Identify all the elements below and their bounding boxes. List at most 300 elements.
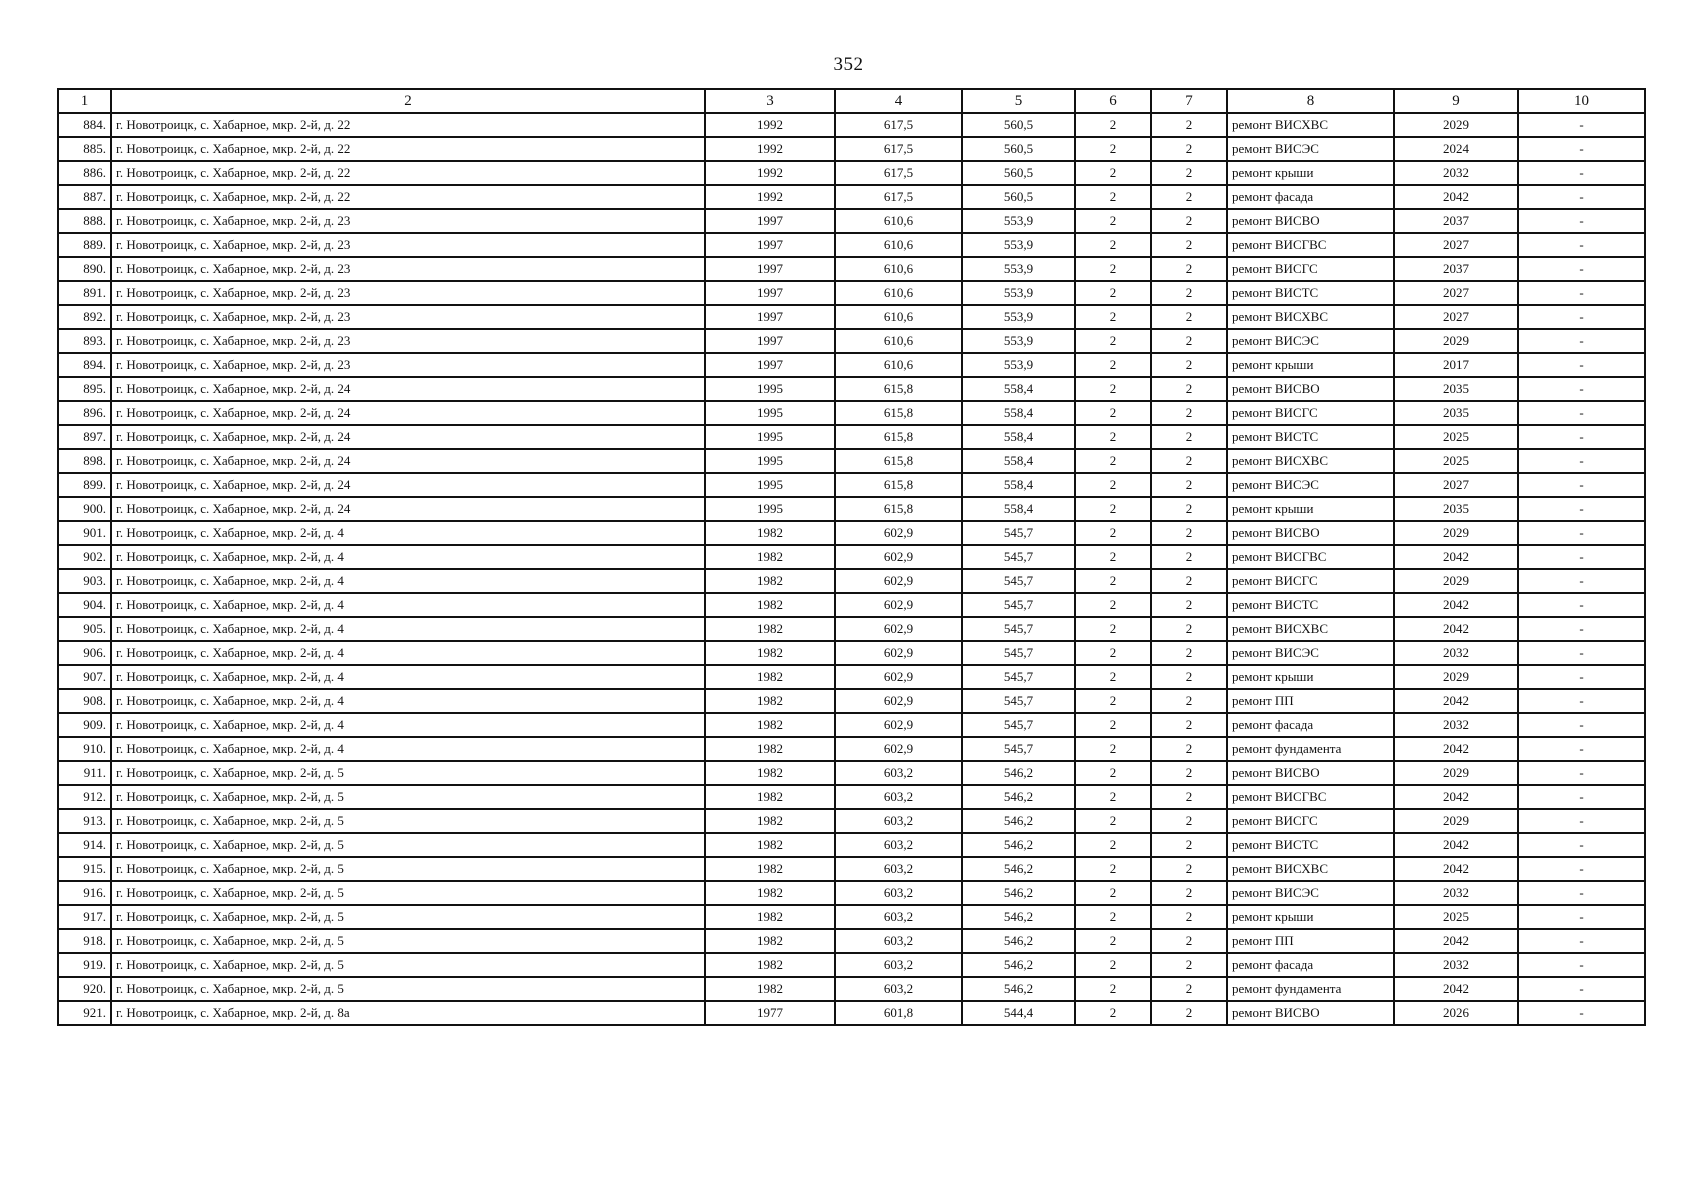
cell-col-6-value: 2 [1075,641,1151,665]
table-row [58,929,1645,953]
cell-address: г. Новотроицк, с. Хабарное, мкр. 2-й, д. 5 [111,881,705,905]
cell-planned-year: 2042 [1394,593,1518,617]
cell-work-type: ремонт ВИСВО [1227,377,1394,401]
cell-total-area: 603,2 [835,977,962,1001]
cell-year-built: 1982 [705,929,835,953]
table-row [58,713,1645,737]
cell-row-number: 890. [58,257,111,281]
cell-year-built: 1982 [705,761,835,785]
cell-row-number: 911. [58,761,111,785]
cell-work-type: ремонт ВИСХВС [1227,113,1394,137]
cell-planned-year: 2029 [1394,329,1518,353]
cell-address: г. Новотроицк, с. Хабарное, мкр. 2-й, д. 22 [111,161,705,185]
cell-col-10-value: - [1518,617,1645,641]
cell-living-area: 545,7 [962,641,1075,665]
cell-work-type: ремонт ВИСТС [1227,593,1394,617]
cell-row-number: 896. [58,401,111,425]
cell-year-built: 1997 [705,257,835,281]
cell-planned-year: 2042 [1394,545,1518,569]
table-row [58,1001,1645,1025]
column-header-1: 1 [58,89,111,113]
table-body [58,113,1645,1025]
cell-total-area: 615,8 [835,497,962,521]
cell-col-10-value: - [1518,1001,1645,1025]
cell-total-area: 610,6 [835,209,962,233]
cell-total-area: 617,5 [835,137,962,161]
cell-planned-year: 2027 [1394,281,1518,305]
cell-living-area: 560,5 [962,113,1075,137]
cell-address: г. Новотроицк, с. Хабарное, мкр. 2-й, д. 24 [111,497,705,521]
cell-col-10-value: - [1518,713,1645,737]
cell-col-7-value: 2 [1151,857,1227,881]
table-row [58,833,1645,857]
cell-col-10-value: - [1518,761,1645,785]
cell-planned-year: 2042 [1394,857,1518,881]
cell-col-6-value: 2 [1075,449,1151,473]
cell-col-10-value: - [1518,233,1645,257]
column-header-2: 2 [111,89,705,113]
cell-living-area: 553,9 [962,257,1075,281]
cell-address: г. Новотроицк, с. Хабарное, мкр. 2-й, д. 4 [111,569,705,593]
cell-work-type: ремонт фасада [1227,713,1394,737]
cell-living-area: 545,7 [962,521,1075,545]
cell-living-area: 546,2 [962,905,1075,929]
cell-year-built: 1982 [705,953,835,977]
table-row [58,641,1645,665]
cell-total-area: 602,9 [835,665,962,689]
cell-living-area: 546,2 [962,929,1075,953]
cell-col-10-value: - [1518,521,1645,545]
table-row [58,377,1645,401]
cell-living-area: 545,7 [962,593,1075,617]
cell-row-number: 900. [58,497,111,521]
cell-living-area: 545,7 [962,737,1075,761]
cell-living-area: 553,9 [962,209,1075,233]
cell-work-type: ремонт ВИСЭС [1227,137,1394,161]
cell-col-10-value: - [1518,449,1645,473]
cell-col-7-value: 2 [1151,713,1227,737]
cell-col-6-value: 2 [1075,473,1151,497]
cell-work-type: ремонт ПП [1227,929,1394,953]
cell-total-area: 602,9 [835,737,962,761]
cell-work-type: ремонт ВИСГВС [1227,785,1394,809]
table-row [58,617,1645,641]
cell-planned-year: 2027 [1394,473,1518,497]
cell-total-area: 602,9 [835,521,962,545]
cell-address: г. Новотроицк, с. Хабарное, мкр. 2-й, д. 5 [111,809,705,833]
cell-col-10-value: - [1518,881,1645,905]
cell-year-built: 1982 [705,617,835,641]
cell-planned-year: 2042 [1394,785,1518,809]
table-row [58,857,1645,881]
cell-col-6-value: 2 [1075,881,1151,905]
cell-living-area: 546,2 [962,857,1075,881]
cell-living-area: 546,2 [962,833,1075,857]
cell-address: г. Новотроицк, с. Хабарное, мкр. 2-й, д. 5 [111,929,705,953]
cell-address: г. Новотроицк, с. Хабарное, мкр. 2-й, д. 5 [111,905,705,929]
cell-col-7-value: 2 [1151,233,1227,257]
cell-year-built: 1982 [705,689,835,713]
cell-living-area: 560,5 [962,161,1075,185]
cell-col-6-value: 2 [1075,377,1151,401]
cell-year-built: 1992 [705,113,835,137]
cell-living-area: 560,5 [962,185,1075,209]
cell-col-7-value: 2 [1151,137,1227,161]
table-row [58,497,1645,521]
cell-col-7-value: 2 [1151,377,1227,401]
cell-year-built: 1997 [705,233,835,257]
table-row [58,329,1645,353]
cell-col-7-value: 2 [1151,545,1227,569]
cell-col-10-value: - [1518,737,1645,761]
cell-row-number: 889. [58,233,111,257]
cell-planned-year: 2029 [1394,809,1518,833]
cell-total-area: 610,6 [835,329,962,353]
cell-col-6-value: 2 [1075,257,1151,281]
cell-col-10-value: - [1518,809,1645,833]
cell-col-7-value: 2 [1151,641,1227,665]
cell-total-area: 617,5 [835,161,962,185]
cell-total-area: 602,9 [835,713,962,737]
cell-col-7-value: 2 [1151,281,1227,305]
cell-col-6-value: 2 [1075,713,1151,737]
cell-row-number: 914. [58,833,111,857]
table-row [58,737,1645,761]
cell-col-7-value: 2 [1151,449,1227,473]
cell-col-7-value: 2 [1151,785,1227,809]
cell-living-area: 545,7 [962,713,1075,737]
cell-year-built: 1992 [705,137,835,161]
cell-total-area: 615,8 [835,473,962,497]
cell-planned-year: 2032 [1394,161,1518,185]
table-row [58,545,1645,569]
table-row [58,593,1645,617]
cell-planned-year: 2017 [1394,353,1518,377]
cell-total-area: 610,6 [835,257,962,281]
cell-col-7-value: 2 [1151,401,1227,425]
cell-total-area: 617,5 [835,185,962,209]
cell-col-6-value: 2 [1075,281,1151,305]
cell-planned-year: 2025 [1394,449,1518,473]
cell-living-area: 546,2 [962,953,1075,977]
cell-living-area: 553,9 [962,329,1075,353]
table-row [58,305,1645,329]
cell-year-built: 1982 [705,713,835,737]
cell-col-7-value: 2 [1151,209,1227,233]
cell-address: г. Новотроицк, с. Хабарное, мкр. 2-й, д. 24 [111,425,705,449]
cell-row-number: 920. [58,977,111,1001]
cell-col-10-value: - [1518,953,1645,977]
cell-address: г. Новотроицк, с. Хабарное, мкр. 2-й, д. 4 [111,593,705,617]
cell-address: г. Новотроицк, с. Хабарное, мкр. 2-й, д. 23 [111,305,705,329]
cell-col-10-value: - [1518,665,1645,689]
cell-total-area: 602,9 [835,689,962,713]
cell-row-number: 892. [58,305,111,329]
cell-col-7-value: 2 [1151,425,1227,449]
cell-col-10-value: - [1518,401,1645,425]
cell-row-number: 884. [58,113,111,137]
cell-col-10-value: - [1518,209,1645,233]
cell-col-7-value: 2 [1151,953,1227,977]
cell-address: г. Новотроицк, с. Хабарное, мкр. 2-й, д. 5 [111,761,705,785]
cell-total-area: 602,9 [835,569,962,593]
cell-work-type: ремонт ВИСГВС [1227,545,1394,569]
cell-col-6-value: 2 [1075,185,1151,209]
cell-col-6-value: 2 [1075,617,1151,641]
cell-living-area: 546,2 [962,809,1075,833]
cell-work-type: ремонт крыши [1227,497,1394,521]
cell-address: г. Новотроицк, с. Хабарное, мкр. 2-й, д. 23 [111,257,705,281]
cell-total-area: 602,9 [835,641,962,665]
cell-col-6-value: 2 [1075,857,1151,881]
cell-work-type: ремонт фундамента [1227,977,1394,1001]
cell-work-type: ремонт ВИСГС [1227,809,1394,833]
cell-col-10-value: - [1518,977,1645,1001]
cell-work-type: ремонт ВИСВО [1227,761,1394,785]
cell-planned-year: 2025 [1394,425,1518,449]
cell-total-area: 615,8 [835,401,962,425]
cell-living-area: 545,7 [962,689,1075,713]
cell-row-number: 912. [58,785,111,809]
cell-row-number: 891. [58,281,111,305]
cell-year-built: 1982 [705,809,835,833]
cell-col-7-value: 2 [1151,497,1227,521]
cell-row-number: 887. [58,185,111,209]
table-row [58,953,1645,977]
cell-work-type: ремонт ВИСЭС [1227,329,1394,353]
cell-col-7-value: 2 [1151,113,1227,137]
cell-work-type: ремонт ВИСГС [1227,569,1394,593]
cell-row-number: 907. [58,665,111,689]
cell-planned-year: 2026 [1394,1001,1518,1025]
cell-planned-year: 2029 [1394,113,1518,137]
cell-col-6-value: 2 [1075,305,1151,329]
cell-row-number: 902. [58,545,111,569]
cell-col-10-value: - [1518,569,1645,593]
cell-row-number: 908. [58,689,111,713]
cell-total-area: 603,2 [835,905,962,929]
cell-year-built: 1982 [705,857,835,881]
cell-address: г. Новотроицк, с. Хабарное, мкр. 2-й, д. 22 [111,113,705,137]
cell-col-6-value: 2 [1075,521,1151,545]
cell-row-number: 897. [58,425,111,449]
cell-col-10-value: - [1518,305,1645,329]
cell-row-number: 898. [58,449,111,473]
cell-address: г. Новотроицк, с. Хабарное, мкр. 2-й, д. 4 [111,521,705,545]
cell-row-number: 905. [58,617,111,641]
cell-address: г. Новотроицк, с. Хабарное, мкр. 2-й, д. 4 [111,617,705,641]
cell-total-area: 603,2 [835,953,962,977]
cell-row-number: 916. [58,881,111,905]
cell-col-7-value: 2 [1151,881,1227,905]
cell-total-area: 615,8 [835,377,962,401]
cell-col-6-value: 2 [1075,137,1151,161]
cell-living-area: 558,4 [962,497,1075,521]
cell-col-6-value: 2 [1075,353,1151,377]
cell-living-area: 546,2 [962,881,1075,905]
table-row [58,401,1645,425]
cell-living-area: 553,9 [962,281,1075,305]
column-header-4: 4 [835,89,962,113]
cell-work-type: ремонт ВИСГС [1227,401,1394,425]
cell-col-10-value: - [1518,473,1645,497]
cell-col-6-value: 2 [1075,833,1151,857]
cell-year-built: 1995 [705,449,835,473]
cell-year-built: 1997 [705,353,835,377]
cell-address: г. Новотроицк, с. Хабарное, мкр. 2-й, д. 22 [111,137,705,161]
cell-address: г. Новотроицк, с. Хабарное, мкр. 2-й, д. 4 [111,641,705,665]
cell-work-type: ремонт фасада [1227,953,1394,977]
cell-planned-year: 2032 [1394,953,1518,977]
column-header-5: 5 [962,89,1075,113]
cell-year-built: 1992 [705,185,835,209]
cell-address: г. Новотроицк, с. Хабарное, мкр. 2-й, д. 23 [111,281,705,305]
cell-planned-year: 2035 [1394,377,1518,401]
cell-address: г. Новотроицк, с. Хабарное, мкр. 2-й, д. 8а [111,1001,705,1025]
cell-address: г. Новотроицк, с. Хабарное, мкр. 2-й, д. 4 [111,545,705,569]
cell-col-7-value: 2 [1151,329,1227,353]
table-row [58,809,1645,833]
cell-row-number: 903. [58,569,111,593]
cell-col-6-value: 2 [1075,329,1151,353]
cell-living-area: 546,2 [962,785,1075,809]
cell-living-area: 558,4 [962,401,1075,425]
cell-living-area: 553,9 [962,353,1075,377]
cell-work-type: ремонт фасада [1227,185,1394,209]
cell-planned-year: 2032 [1394,713,1518,737]
cell-year-built: 1995 [705,497,835,521]
cell-work-type: ремонт крыши [1227,353,1394,377]
table-row [58,209,1645,233]
cell-year-built: 1982 [705,665,835,689]
cell-row-number: 886. [58,161,111,185]
cell-col-6-value: 2 [1075,545,1151,569]
cell-total-area: 603,2 [835,809,962,833]
cell-work-type: ремонт крыши [1227,905,1394,929]
cell-address: г. Новотроицк, с. Хабарное, мкр. 2-й, д. 23 [111,233,705,257]
cell-row-number: 921. [58,1001,111,1025]
cell-col-10-value: - [1518,185,1645,209]
cell-col-7-value: 2 [1151,977,1227,1001]
cell-planned-year: 2042 [1394,617,1518,641]
cell-work-type: ремонт ВИСХВС [1227,857,1394,881]
cell-address: г. Новотроицк, с. Хабарное, мкр. 2-й, д. 5 [111,833,705,857]
table-row [58,137,1645,161]
cell-total-area: 602,9 [835,593,962,617]
cell-planned-year: 2042 [1394,689,1518,713]
cell-planned-year: 2042 [1394,737,1518,761]
cell-col-7-value: 2 [1151,665,1227,689]
cell-year-built: 1995 [705,473,835,497]
cell-row-number: 904. [58,593,111,617]
cell-year-built: 1982 [705,521,835,545]
cell-living-area: 553,9 [962,233,1075,257]
table-row [58,281,1645,305]
cell-work-type: ремонт фундамента [1227,737,1394,761]
cell-year-built: 1997 [705,281,835,305]
cell-col-7-value: 2 [1151,929,1227,953]
column-header-9: 9 [1394,89,1518,113]
cell-row-number: 885. [58,137,111,161]
cell-total-area: 615,8 [835,449,962,473]
cell-year-built: 1982 [705,737,835,761]
cell-col-10-value: - [1518,689,1645,713]
cell-work-type: ремонт ВИСЭС [1227,641,1394,665]
cell-work-type: ремонт ВИСЭС [1227,473,1394,497]
cell-row-number: 899. [58,473,111,497]
table-row [58,353,1645,377]
cell-row-number: 915. [58,857,111,881]
cell-address: г. Новотроицк, с. Хабарное, мкр. 2-й, д. 23 [111,209,705,233]
cell-living-area: 560,5 [962,137,1075,161]
cell-row-number: 894. [58,353,111,377]
cell-col-10-value: - [1518,161,1645,185]
cell-living-area: 546,2 [962,761,1075,785]
cell-col-10-value: - [1518,281,1645,305]
table-row [58,425,1645,449]
cell-col-6-value: 2 [1075,569,1151,593]
cell-year-built: 1982 [705,785,835,809]
cell-col-7-value: 2 [1151,809,1227,833]
cell-year-built: 1995 [705,425,835,449]
cell-total-area: 610,6 [835,305,962,329]
cell-address: г. Новотроицк, с. Хабарное, мкр. 2-й, д. 23 [111,353,705,377]
cell-work-type: ремонт ВИСТС [1227,281,1394,305]
cell-living-area: 546,2 [962,977,1075,1001]
table-row [58,881,1645,905]
cell-planned-year: 2027 [1394,305,1518,329]
cell-col-6-value: 2 [1075,401,1151,425]
cell-col-6-value: 2 [1075,497,1151,521]
cell-col-10-value: - [1518,929,1645,953]
table-row [58,569,1645,593]
cell-col-10-value: - [1518,641,1645,665]
cell-address: г. Новотроицк, с. Хабарное, мкр. 2-й, д. 4 [111,713,705,737]
cell-living-area: 553,9 [962,305,1075,329]
cell-col-7-value: 2 [1151,353,1227,377]
cell-col-6-value: 2 [1075,113,1151,137]
cell-col-6-value: 2 [1075,809,1151,833]
cell-col-10-value: - [1518,857,1645,881]
table-row [58,977,1645,1001]
cell-col-6-value: 2 [1075,425,1151,449]
cell-planned-year: 2024 [1394,137,1518,161]
cell-planned-year: 2042 [1394,185,1518,209]
table-row [58,689,1645,713]
cell-row-number: 919. [58,953,111,977]
cell-address: г. Новотроицк, с. Хабарное, мкр. 2-й, д. 4 [111,689,705,713]
cell-col-10-value: - [1518,785,1645,809]
cell-living-area: 544,4 [962,1001,1075,1025]
cell-total-area: 602,9 [835,617,962,641]
cell-address: г. Новотроицк, с. Хабарное, мкр. 2-й, д. 4 [111,665,705,689]
cell-work-type: ремонт ВИСХВС [1227,617,1394,641]
register-table [57,88,1646,1026]
cell-row-number: 901. [58,521,111,545]
cell-work-type: ремонт крыши [1227,161,1394,185]
cell-work-type: ремонт ВИСВО [1227,209,1394,233]
cell-address: г. Новотроицк, с. Хабарное, мкр. 2-й, д. 5 [111,785,705,809]
cell-col-10-value: - [1518,257,1645,281]
cell-address: г. Новотроицк, с. Хабарное, мкр. 2-й, д. 24 [111,377,705,401]
cell-year-built: 1977 [705,1001,835,1025]
table-row [58,161,1645,185]
cell-col-7-value: 2 [1151,833,1227,857]
cell-col-6-value: 2 [1075,209,1151,233]
cell-planned-year: 2037 [1394,209,1518,233]
cell-col-6-value: 2 [1075,905,1151,929]
cell-work-type: ремонт ВИСЭС [1227,881,1394,905]
